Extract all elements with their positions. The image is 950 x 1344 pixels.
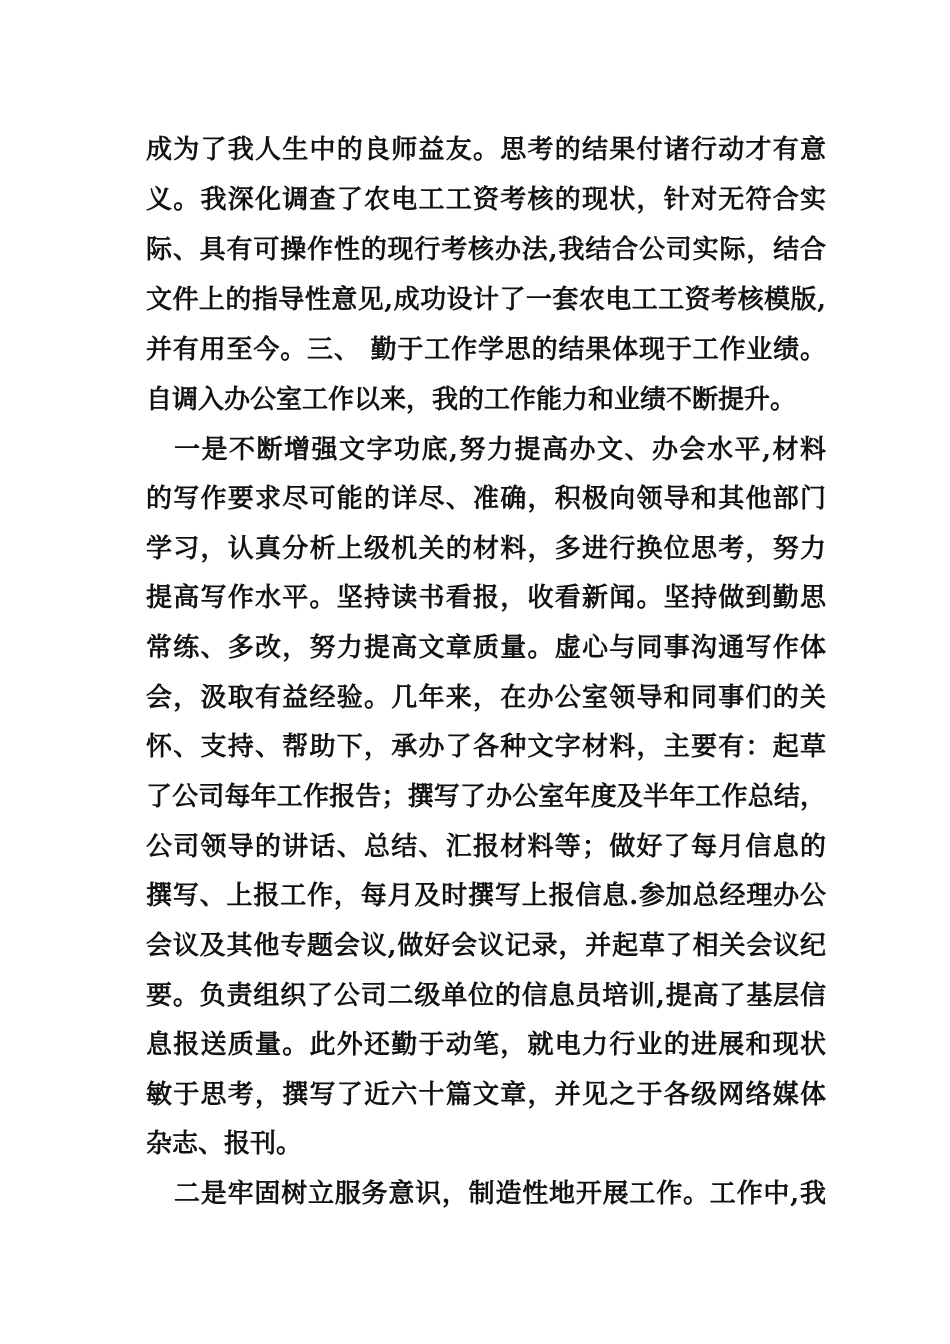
text-line: 敏于思考，撰写了近六十篇文章，并见之于各级网络媒体 xyxy=(146,1080,826,1110)
text-line: 撰写、上报工作，每月及时撰写上报信息.参加总经理办公 xyxy=(146,881,826,911)
text-line: 并有用至今。三、 勤于工作学思的结果体现于工作业绩。 xyxy=(146,335,826,365)
text-line: 怀、支持、帮助下，承办了各种文字材料，主要有：起草 xyxy=(146,732,826,762)
text-line: 会，汲取有益经验。几年来，在办公室领导和同事们的关 xyxy=(146,683,826,713)
text-line: 际、具有可操作性的现行考核办法,我结合公司实际，结合 xyxy=(146,235,826,265)
text-line: 成为了我人生中的良师益友。思考的结果付诸行动才有意 xyxy=(146,135,826,165)
text-line: 要。负责组织了公司二级单位的信息员培训,提高了基层信 xyxy=(146,981,826,1011)
text-line: 自调入办公室工作以来，我的工作能力和业绩不断提升。 xyxy=(146,385,797,415)
text-line: 公司领导的讲话、总结、汇报材料等；做好了每月信息的 xyxy=(146,832,826,862)
text-line: 常练、多改，努力提高文章质量。虚心与同事沟通写作体 xyxy=(146,633,826,663)
text-line: 提高写作水平。坚持读书看报，收看新闻。坚持做到勤思 xyxy=(146,583,826,613)
text-line: 会议及其他专题会议,做好会议记录，并起草了相关会议纪 xyxy=(146,931,826,961)
paragraph-first-line: 二是牢固树立服务意识，制造性地开展工作。工作中,我 xyxy=(174,1179,826,1209)
text-line: 文件上的指导性意见,成功设计了一套农电工工资考核模版, xyxy=(146,285,826,315)
text-line: 杂志、报刊。 xyxy=(146,1129,303,1159)
text-line: 了公司每年工作报告；撰写了办公室年度及半年工作总结， xyxy=(146,782,826,812)
paragraph-first-line: 一是不断增强文字功底,努力提高办文、办会水平,材料 xyxy=(174,435,826,465)
text-line: 义。我深化调查了农电工工资考核的现状，针对无符合实 xyxy=(146,185,826,215)
text-line: 学习，认真分析上级机关的材料，多进行换位思考，努力 xyxy=(146,534,826,564)
text-line: 息报送质量。此外还勤于动笔，就电力行业的进展和现状 xyxy=(146,1030,826,1060)
text-line: 的写作要求尽可能的详尽、准确，积极向领导和其他部门 xyxy=(146,484,826,514)
